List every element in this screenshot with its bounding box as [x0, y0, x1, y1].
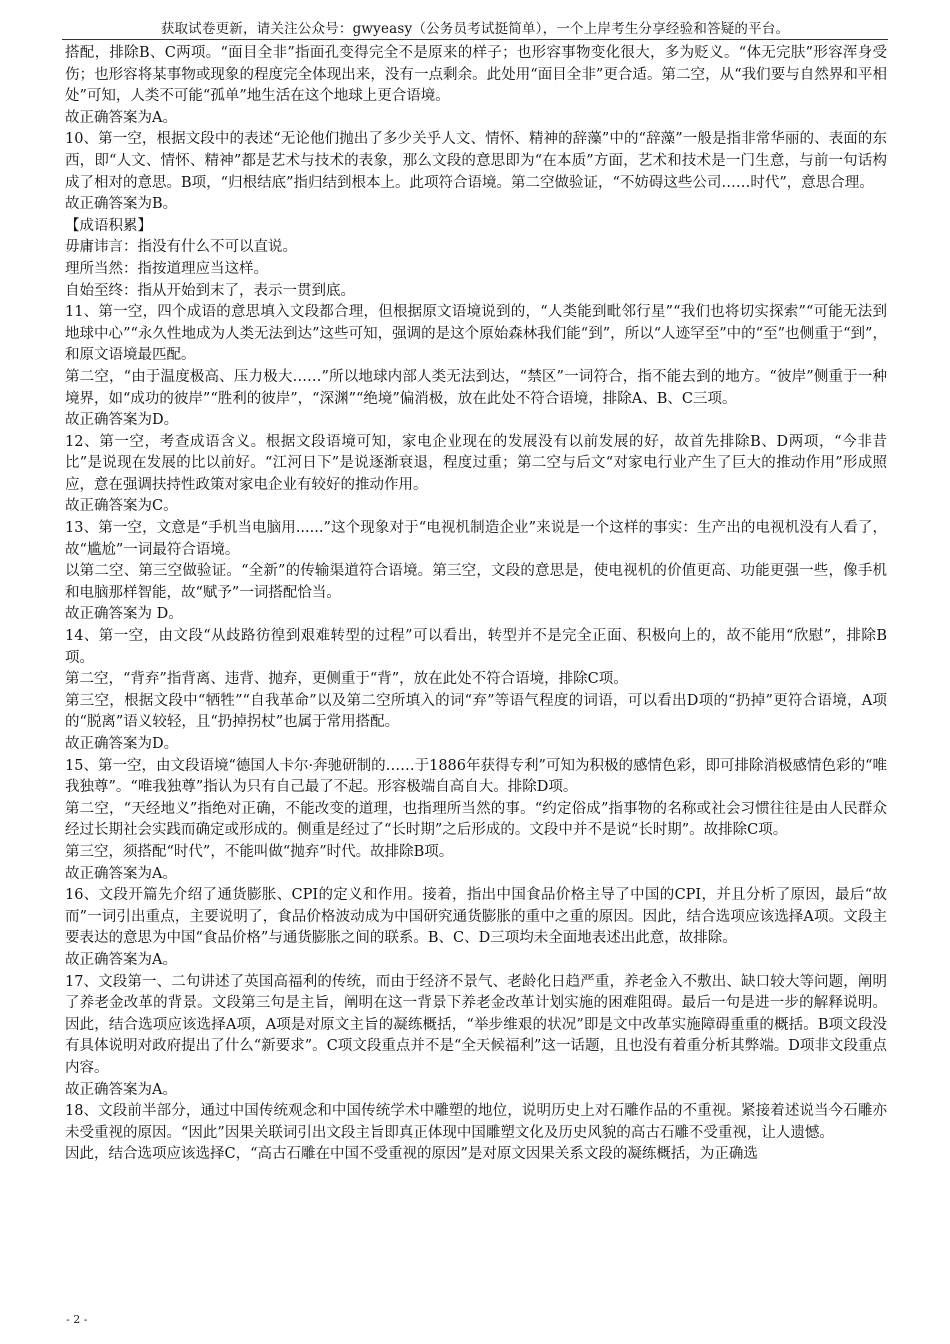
header-divider	[62, 39, 888, 40]
page-number: - 2 -	[66, 1313, 88, 1326]
paragraph: 第二空，“背弃”指背离、违背、抛弃，更侧重于“背”，放在此处不符合语境，排除C项。	[65, 671, 628, 688]
paragraph: 故正确答案为D。	[65, 736, 179, 752]
page-header: 获取试卷更新，请关注公众号：gwyeasy（公务员考试挺简单），一个上岸考生分享经验和答疑的平台。	[160, 21, 790, 37]
page-body	[65, 43, 887, 1166]
paragraph: 故正确答案为C。	[65, 498, 178, 515]
paragraph: 第二空，“天经地义”指绝对正确，不能改变的道理，也指理所当然的事。“约定俗成”指事物的名称或社会习惯往往是由人民群众经过长期社会实践而确定或形成的。侧重是经过了“长时期”之后形成的。文段中并不是说“长时期”。故排除C项。	[65, 800, 887, 839]
paragraph: 11、第一空，四个成语的意思填入文段都合理，但根据原文语境说到的，“人类能到毗邻行星”“我们也将切实探索”“可能无法到地球中心”“永久性地成为人类无法到达”这些可知，强调的是这个原始森林我们能“到”，所以“人迹罕至”中的“至”也侧重于“到”，和原文语境最匹配。	[65, 304, 887, 364]
paragraph: 故正确答案为D。	[65, 412, 179, 429]
paragraph: 第三空，须搭配“时代”，不能叫做“抛弃”时代。故排除B项。	[65, 843, 454, 860]
paragraph: 18、文段前半部分，通过中国传统观念和中国传统学术中雕塑的地位，说明历史上对石雕作品的不重视。紧接着述说当今石雕亦未受重视的原因。“因此”因果关联词引出文段主旨即真正体现中国雕塑文化及历史风貌的高古石雕不受重视，让人遗憾。	[65, 1103, 887, 1141]
paragraph: 13、第一空，文意是“手机当电脑用......”这个现象对于“电视机制造企业”来说是一个这样的事实：生产出的电视机没有人看了，故“尴尬”一词最符合语境。	[65, 520, 887, 558]
paragraph: 因此，结合选项应该选择C，“高古石雕在中国不受重视的原因”是对原文因果关系文段的凝练概括，为正确选	[65, 1146, 758, 1163]
paragraph: 故正确答案为 D。	[65, 606, 183, 623]
paragraph: 故正确答案为A。	[65, 1081, 177, 1098]
paragraph: 第三空，根据文段中“牺牲”“自我革命”以及第二空所填入的词“弃”等语气程度的词语，可以看出D项的“扔掉”更符合语境，A项的“脱离”语义较轻，且“扔掉拐杖”也属于常用搭配。	[65, 692, 887, 731]
paragraph: 第二空，“由于温度极高、压力极大……”所以地球内部人类无法到达，“禁区”一词符合，指不能去到的地方。“彼岸”侧重于一种境界，如“成功的彼岸”“胜利的彼岸”，“深渊”“绝境”偏消极，放在此处不符合语境，排除A、B、C三项。	[65, 368, 887, 407]
paragraph: 17、文段第一、二句讲述了英国高福利的传统，而由于经济不景气、老龄化日趋严重，养老金入不敷出、缺口较大等问题，阐明了养老金改革的背景。文段第三句是主旨，阐明在这一背景下养老金改革计划实施的困难阻碍。最后一句是进一步的解释说明。因此，结合选项应该选择A项，A项是对原文主旨的凝练概括，“举步维艰的状况”即是文中改革实施障碍重重的概括。B项文段没有具体说明对政府提出了什么“新要求”。C项文段重点并不是“全天候福利”这一话题，且也没有着重分析其弊端。D项非文段重点内容。	[65, 973, 887, 1076]
paragraph: 以第二空、第三空做验证。“全新”的传输渠道符合语境。第三空，文段的意思是，使电视机的价值更高、功能更强一些，像手机和电脑那样智能，故“赋予”一词搭配恰当。	[65, 563, 887, 601]
paragraph: 16、文段开篇先介绍了通货膨胀、CPI的定义和作用。接着，指出中国食品价格主导了中国的CPI，并且分析了原因，最后“故而”一词引出重点，主要说明了，食品价格波动成为中国研究通货膨胀的重中之重的原因。因此，结合选项应该选择A项。文段主要表达的意思为中国“食品价格”与通货膨胀之间的联系。B、C、D三项均未全面地表述出此意，故排除。	[65, 887, 887, 947]
paragraph: 故正确答案为B。	[65, 196, 178, 213]
paragraph: 故正确答案为A。	[65, 865, 177, 882]
paragraph: 故正确答案为A。	[65, 109, 177, 126]
paragraph: 14、第一空，由文段“从歧路彷徨到艰难转型的过程”可以看出，转型并不是完全正面、积极向上的，故不能用“欣慰”，排除B项。	[65, 628, 887, 666]
paragraph: 理所当然：指按道理应当这样。	[65, 260, 268, 277]
paragraph: 自始至终：指从开始到末了，表示一贯到底。	[65, 282, 355, 299]
section-heading: 【成语积累】	[65, 217, 152, 234]
paragraph: 故正确答案为A。	[65, 951, 177, 968]
paragraph: 10、第一空，根据文段中的表述“无论他们抛出了多少关乎人文、情怀、精神的辞藻”中的“辞藻”一般是指非常华丽的、表面的东西，即“人文、情怀、精神”都是艺术与技术的表象，那么文段的意思即为“在本质”方面，艺术和技术是一门生意，与前一句话构成了相对的意思。B项，“归根结底”指归结到根本上。此项符合语境。第二空做验证，“不妨碍这些公司……时代”，意思合理。	[65, 131, 887, 191]
paragraph: 12、第一空，考查成语含义。根据文段语境可知，家电企业现在的发展没有以前发展的好，故首先排除B、D两项，“今非昔比”是说现在发展的比以前好。“江河日下”是说逐渐衰退，程度过重；第二空与后文“对家电行业产生了巨大的推动作用”形成照应，意在强调扶持性政策对家电企业有较好的推动作用。	[65, 433, 887, 493]
paragraph: 15、第一空，由文段语境“德国人卡尔·奔驰研制的……于1886年获得专利”可知为积极的感情色彩，即可排除消极感情色彩的“唯我独尊”。“唯我独尊”指认为只有自己最了不起。形容极端自高自大。排除D项。	[65, 757, 887, 796]
paragraph: 毋庸讳言：指没有什么不可以直说。	[65, 239, 297, 256]
paragraph: 搭配，排除B、C两项。“面目全非”指面孔变得完全不是原来的样子；也形容事物变化很大，多为贬义。“体无完肤”形容浑身受伤；也形容将某事物或现象的程度完全体现出来，没有一点剩余。此处用“面目全非”更合适。第二空，从“我们要与自然界和平相处”可知，人类不可能“孤单”地生活在这个地球上更合语境。	[65, 45, 887, 105]
